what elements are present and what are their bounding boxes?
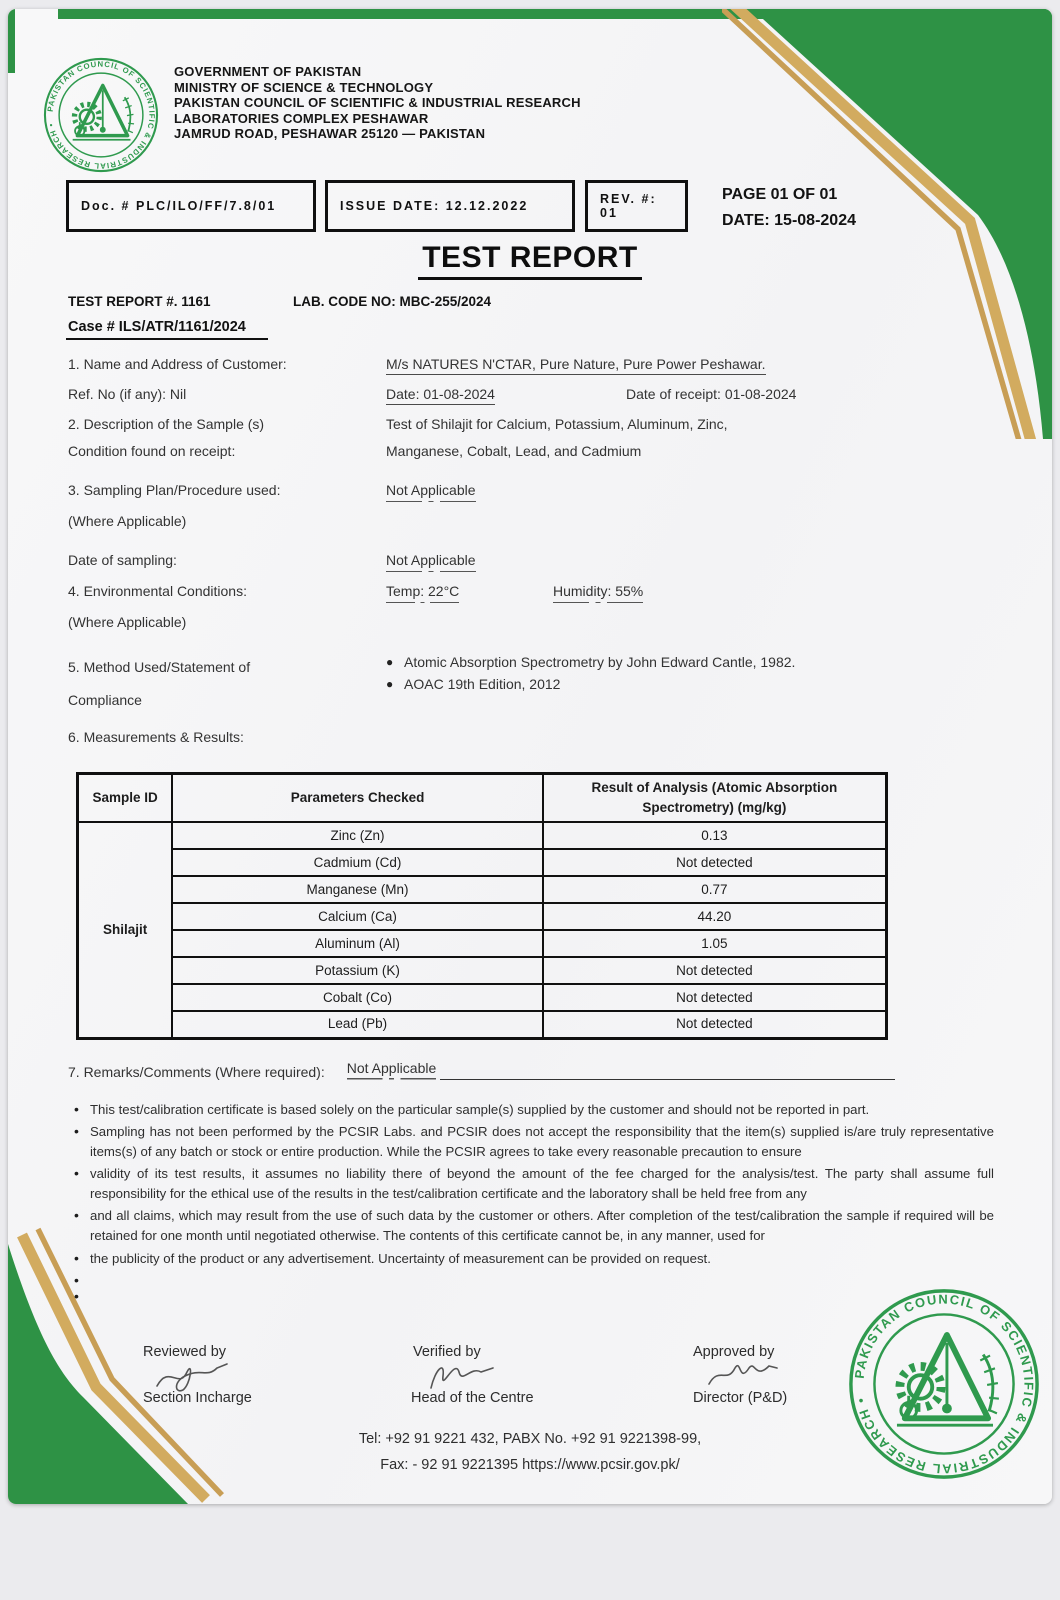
temperature-value: Temp: 22°C <box>386 583 459 603</box>
signature-block-verified <box>413 1344 693 1406</box>
date-of-sampling-label: Date of sampling: <box>68 552 177 568</box>
customer-label: 1. Name and Address of Customer: <box>68 356 287 372</box>
parameter-cell: Potassium (K) <box>172 957 542 984</box>
results-table <box>76 772 888 1040</box>
result-cell: 0.13 <box>543 822 887 849</box>
revision-box: REV. #: 01 <box>585 180 688 232</box>
result-cell: 1.05 <box>543 930 887 957</box>
table-row <box>78 822 887 849</box>
doc-number-box: Doc. # PLC/ILO/FF/7.8/01 <box>66 180 316 232</box>
date-of-sampling-value: Not Applicable <box>386 552 476 572</box>
corner-decoration-top-right <box>722 9 1052 439</box>
reviewed-by-label: Reviewed by <box>143 1344 227 1361</box>
result-cell: Not detected <box>543 1011 887 1038</box>
disclaimer-item: • validity of its test results, it assumes no liability there of beyond the amount of the fee charged for the analysis/test. The party shall assume full responsibility for the ethical use of the results in the test/calibration certificate and the laboratory shall be held free from any <box>68 1164 994 1203</box>
result-cell: Not detected <box>543 957 887 984</box>
bullet-icon: ● <box>386 677 394 691</box>
ref-no: Ref. No (if any): Nil <box>68 386 187 402</box>
table-row <box>78 957 887 984</box>
sampling-plan-label: 3. Sampling Plan/Procedure used: <box>68 482 281 498</box>
page-info: PAGE 01 OF 01 <box>722 186 838 203</box>
method-bullet-1: Atomic Absorption Spectrometry by John Edward Cantle, 1982. <box>404 654 796 670</box>
col-header-parameters: Parameters Checked <box>172 774 542 823</box>
org-line-council: PAKISTAN COUNCIL OF SCIENTIFIC & INDUSTRIAL RESEARCH <box>174 95 581 111</box>
parameter-cell: Cobalt (Co) <box>172 984 542 1011</box>
org-line-ministry: MINISTRY OF SCIENCE & TECHNOLOGY <box>174 79 434 95</box>
reviewed-role: Section Incharge <box>143 1390 252 1407</box>
disclaimer-item: • This test/calibration certificate is based solely on the particular sample(s) supplied by the customer and should not be reported in part. <box>68 1100 994 1120</box>
description-value-line2: Manganese, Cobalt, Lead, and Cadmium <box>386 443 642 459</box>
svg-text:PAKISTAN COUNCIL OF SCIENTIFIC: PAKISTAN COUNCIL OF SCIENTIFIC & INDUSTRIAL RESEARCH • <box>851 1291 1037 1477</box>
report-date: DATE: 15-08-2024 <box>722 212 856 229</box>
parameter-cell: Lead (Pb) <box>172 1011 542 1038</box>
svg-text:PAKISTAN COUNCIL OF SCIENTIFIC: PAKISTAN COUNCIL OF SCIENTIFIC & INDUSTRIAL RESEARCH • <box>45 59 157 171</box>
parameter-cell: Cadmium (Cd) <box>172 849 542 876</box>
table-row <box>78 1011 887 1038</box>
disclaimer-item <box>68 1271 994 1284</box>
pcsir-seal-icon <box>42 56 160 174</box>
disclaimer-item: • the publicity of the product or any advertisement. Uncertainty of measurement can be provided on request. <box>68 1249 994 1269</box>
method-label: 5. Method Used/Statement of Compliance <box>68 659 251 708</box>
col-header-result: Result of Analysis (Atomic Absorption Spectrometry) (mg/kg) <box>543 774 887 823</box>
sample-date: Date: 01-08-2024 <box>386 386 495 405</box>
where-applicable-note: (Where Applicable) <box>68 513 187 529</box>
method-bullets <box>386 651 795 717</box>
result-cell: 0.77 <box>543 876 887 903</box>
footer-fax-web: Fax: - 92 91 9221395 https://www.pcsir.gov.pk/ <box>380 1457 680 1474</box>
env-conditions-label: 4. Environmental Conditions: <box>68 583 247 599</box>
lab-code: LAB. CODE NO: MBC-255/2024 <box>293 294 492 309</box>
env-where-applicable-note: (Where Applicable) <box>68 614 187 630</box>
table-row <box>78 876 887 903</box>
sample-id-cell: Shilajit <box>78 822 173 1038</box>
disclaimer-item: • and all claims, which may result from the use of such data by the customer or others. After completion of the test/calibration the sample if required will be retained for one month until negotiated otherwise. The contents of this certificate cannot be, in any manner, used for <box>68 1206 994 1245</box>
table-row <box>78 984 887 1011</box>
parameter-cell: Aluminum (Al) <box>172 930 542 957</box>
approved-by-label: Approved by <box>693 1344 775 1361</box>
case-number: Case # ILS/ATR/1161/2024 <box>66 319 268 340</box>
footer-tel: Tel: +92 91 9221 432, PABX No. +92 91 9221398-99, <box>358 1431 702 1448</box>
organization-block <box>174 56 581 142</box>
remarks-value: Not Applicable <box>347 1060 437 1080</box>
remarks-row <box>68 1060 1052 1080</box>
bullet-icon: ● <box>386 655 394 669</box>
table-header-row <box>78 774 887 823</box>
org-line-address: JAMRUD ROAD, PESHAWAR 25120 — PAKISTAN <box>174 126 486 142</box>
col-header-sample-id: Sample ID <box>78 774 173 823</box>
customer-value: M/s NATURES N'CTAR, Pure Nature, Pure Power Peshawar. <box>386 356 766 375</box>
table-row <box>78 903 887 930</box>
signature-block-reviewed <box>143 1344 413 1406</box>
test-report-number: TEST REPORT #. 1161 <box>68 294 211 309</box>
verified-by-label: Verified by <box>413 1344 481 1361</box>
humidity-value: Humidity: 55% <box>553 583 643 603</box>
parameter-cell: Zinc (Zn) <box>172 822 542 849</box>
date-of-receipt: Date of receipt: 01-08-2024 <box>626 386 797 402</box>
method-bullet-2: AOAC 19th Edition, 2012 <box>404 676 561 692</box>
approved-role: Director (P&D) <box>693 1390 788 1407</box>
issue-date-box: ISSUE DATE: 12.12.2022 <box>325 180 575 232</box>
result-cell: 44.20 <box>543 903 887 930</box>
description-label: 2. Description of the Sample (s) <box>68 416 265 432</box>
remarks-label: 7. Remarks/Comments (Where required): <box>68 1063 325 1080</box>
disclaimer-item: • Sampling has not been performed by the PCSIR Labs. and PCSIR does not accept the responsibility that the item(s) supplied is/are truly representative items(s) of any batch or stock or entire production. While the PCSIR agrees to take every reasonable precaution to ensure <box>68 1122 994 1161</box>
sampling-plan-value: Not Applicable <box>386 482 476 502</box>
result-cell: Not detected <box>543 849 887 876</box>
left-green-bar <box>8 9 15 73</box>
test-report-page <box>8 9 1052 1504</box>
parameter-cell: Calcium (Ca) <box>172 903 542 930</box>
org-line-labs: LABORATORIES COMPLEX PESHAWAR <box>174 110 429 126</box>
page-title: TEST REPORT <box>418 241 642 280</box>
verified-role: Head of the Centre <box>411 1390 534 1407</box>
measurements-results-label: 6. Measurements & Results: <box>68 729 244 745</box>
parameter-cell: Manganese (Mn) <box>172 876 542 903</box>
result-cell: Not detected <box>543 984 887 1011</box>
remarks-underline <box>440 1062 895 1080</box>
org-line-government: GOVERNMENT OF PAKISTAN <box>174 64 362 79</box>
condition-label: Condition found on receipt: <box>68 443 236 459</box>
pcsir-seal-icon <box>846 1286 1042 1482</box>
description-value-line1: Test of Shilajit for Calcium, Potassium, Aluminum, Zinc, <box>386 416 728 432</box>
table-row <box>78 849 887 876</box>
table-row <box>78 930 887 957</box>
